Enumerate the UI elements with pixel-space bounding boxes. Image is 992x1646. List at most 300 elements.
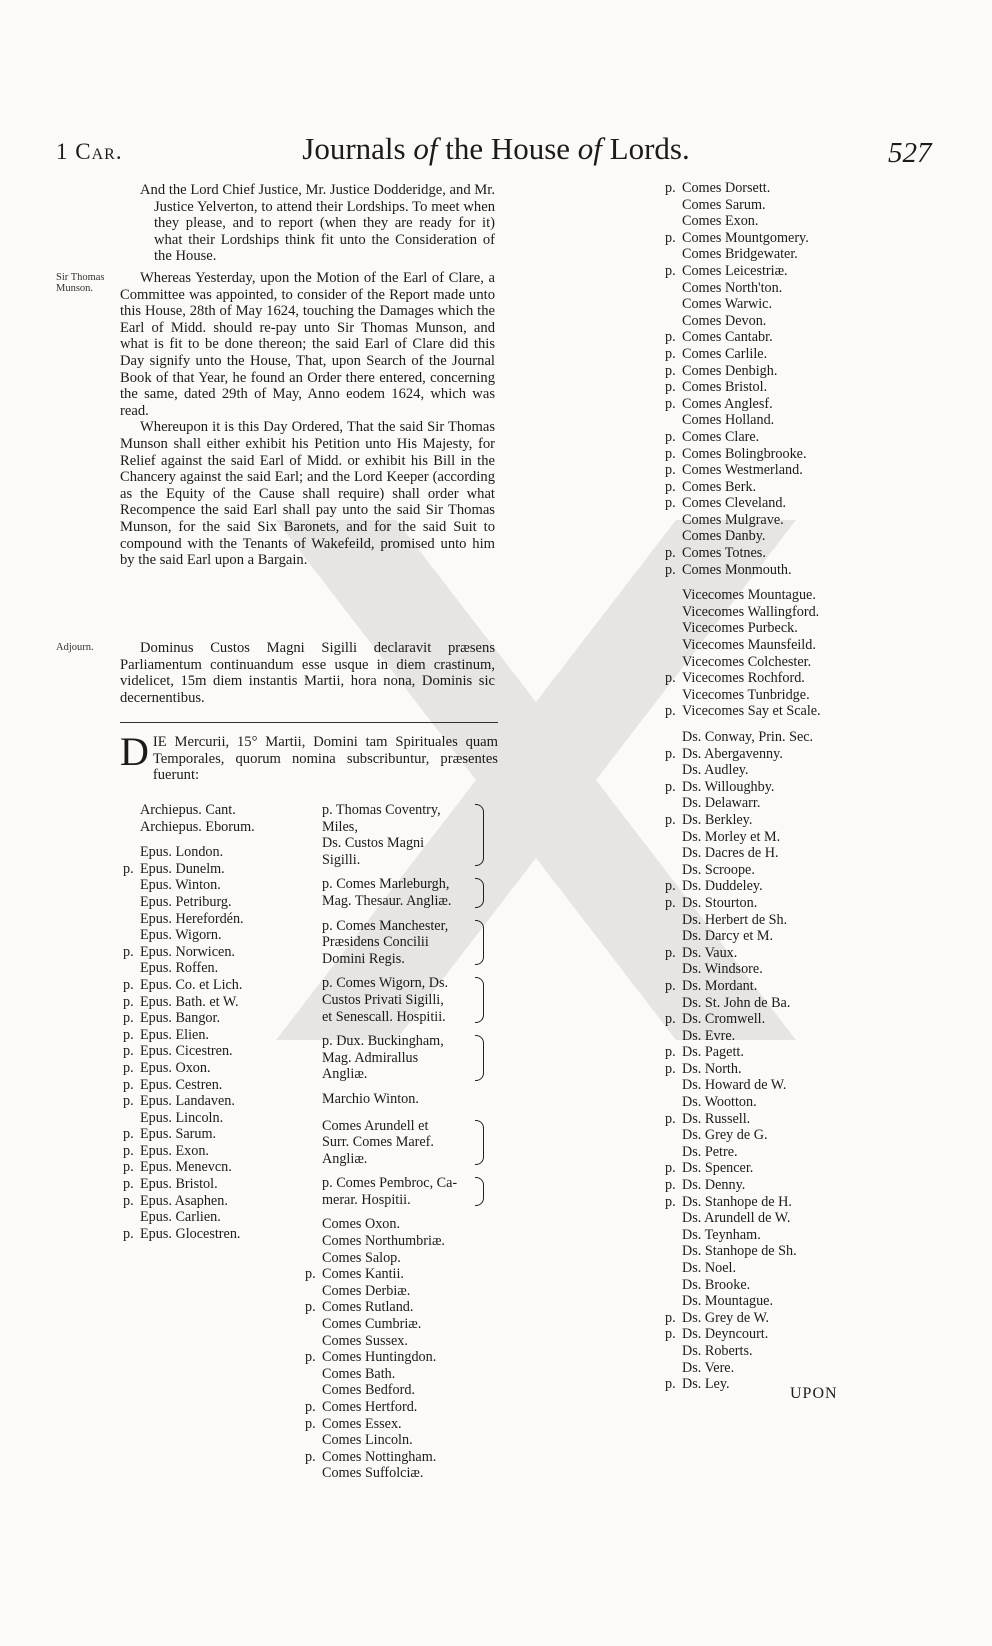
present-mark: p. bbox=[123, 976, 134, 993]
list-item bbox=[665, 229, 821, 247]
present-mark: p. bbox=[665, 1326, 676, 1343]
list-item bbox=[682, 1144, 821, 1161]
list-item bbox=[682, 1028, 821, 1045]
member-name: Comes Warwic. bbox=[682, 296, 773, 313]
member-name: Ds. Grey de W. bbox=[682, 1309, 770, 1326]
member-name: Comes Oxon. bbox=[322, 1216, 401, 1233]
member-name: Ds. Delawarr. bbox=[682, 795, 761, 812]
list-item bbox=[682, 1293, 821, 1310]
member-name: Comes Essex. bbox=[322, 1415, 402, 1432]
member-name: Epus. Cicestren. bbox=[140, 1043, 233, 1060]
officer-line: Surr. Comes Maref. bbox=[322, 1134, 434, 1151]
list-item bbox=[682, 313, 821, 330]
list-item bbox=[322, 1316, 470, 1333]
list-item bbox=[665, 445, 821, 463]
member-name: Comes Nottingham. bbox=[322, 1448, 437, 1465]
member-name: Comes Dorsett. bbox=[682, 180, 771, 196]
list-item bbox=[123, 1076, 255, 1094]
list-item bbox=[682, 512, 821, 529]
list-item bbox=[665, 703, 821, 720]
member-name: Ds. Teynham. bbox=[682, 1226, 761, 1243]
list-item bbox=[665, 561, 821, 579]
present-mark: p. bbox=[123, 1159, 134, 1176]
member-name: Ds. Howard de W. bbox=[682, 1077, 787, 1094]
member-name: Epus. Petriburg. bbox=[140, 893, 232, 910]
officer-line: Comes Arundell et bbox=[322, 1117, 429, 1134]
member-name: Comes North'ton. bbox=[682, 279, 783, 296]
list-item bbox=[682, 654, 821, 671]
list-item bbox=[682, 729, 821, 746]
brace-mark bbox=[475, 1120, 484, 1166]
officer-line: Mag. Thesaur. Angliæ. bbox=[322, 892, 452, 909]
present-mark: p. bbox=[665, 379, 676, 396]
margin-note-adjourn: Adjourn. bbox=[56, 642, 94, 653]
member-name: Epus. Exon. bbox=[140, 1142, 209, 1159]
member-name: Comes Lincoln. bbox=[322, 1432, 413, 1449]
member-name: Comes Hertford. bbox=[322, 1399, 418, 1415]
list-item bbox=[123, 1043, 255, 1060]
member-name: Ds. Grey de G. bbox=[682, 1127, 768, 1144]
list-item bbox=[140, 844, 255, 861]
member-name: Comes Cleveland. bbox=[682, 495, 787, 512]
list-item bbox=[682, 1277, 821, 1294]
present-mark: p. bbox=[665, 229, 676, 246]
list-item bbox=[140, 894, 255, 911]
title-part: the bbox=[437, 131, 491, 166]
officer-line: Angliæ. bbox=[322, 1150, 368, 1167]
member-name: Ds. Darcy et M. bbox=[682, 928, 774, 945]
member-name: Ds. Wootton. bbox=[682, 1094, 757, 1111]
running-header-left: 1 Car. bbox=[56, 139, 123, 164]
member-name: Comes Salop. bbox=[322, 1249, 401, 1266]
brace-mark bbox=[475, 920, 484, 966]
member-name: Comes Danby. bbox=[682, 528, 766, 545]
present-mark: p. bbox=[665, 1110, 676, 1127]
list-item bbox=[682, 961, 821, 978]
present-mark: p. bbox=[665, 345, 676, 362]
present-mark: p. bbox=[665, 977, 676, 994]
list-item bbox=[682, 1227, 821, 1244]
list-item bbox=[665, 428, 821, 446]
list-item bbox=[665, 329, 821, 346]
officer-line: Angliæ. bbox=[322, 1066, 368, 1083]
present-mark: p. bbox=[305, 1299, 316, 1316]
member-name: Epus. Herefordén. bbox=[140, 910, 244, 927]
member-name: Vicecomes Say et Scale. bbox=[682, 703, 821, 720]
member-name: Archiepus. Cant. bbox=[140, 802, 236, 818]
list-item bbox=[140, 911, 255, 928]
member-name: Comes Bath. bbox=[322, 1365, 396, 1382]
officer-line: p. Comes Marleburgh, bbox=[322, 876, 450, 893]
member-name: Epus. Lincoln. bbox=[140, 1109, 224, 1126]
present-mark: p. bbox=[123, 1225, 134, 1242]
list-item bbox=[123, 976, 255, 994]
member-name: Comes Cantabr. bbox=[682, 329, 773, 346]
member-name: Comes Anglesf. bbox=[682, 395, 773, 412]
member-name: Ds. Stanhope de Sh. bbox=[682, 1243, 797, 1260]
present-mark: p. bbox=[665, 1309, 676, 1326]
list-item bbox=[682, 912, 821, 929]
catchword: UPON bbox=[790, 1385, 838, 1402]
present-mark: p. bbox=[665, 1160, 676, 1177]
member-name: Ds. Petre. bbox=[682, 1143, 738, 1160]
present-mark: p. bbox=[665, 1193, 676, 1210]
attendance-list-spiritual bbox=[123, 802, 255, 1242]
list-item bbox=[682, 246, 821, 263]
list-item bbox=[682, 197, 821, 214]
list-item bbox=[140, 927, 255, 944]
present-mark: p. bbox=[305, 1415, 316, 1432]
officer-group bbox=[322, 802, 470, 868]
present-mark: p. bbox=[665, 362, 676, 379]
member-name: Comes Devon. bbox=[682, 312, 767, 329]
list-item bbox=[123, 1126, 255, 1143]
brace-mark bbox=[475, 977, 484, 1023]
member-name: Vicecomes Purbeck. bbox=[682, 620, 798, 637]
member-name: Epus. Asaphen. bbox=[140, 1192, 228, 1209]
member-name: Ds. Russell. bbox=[682, 1110, 751, 1127]
list-item bbox=[123, 1010, 255, 1027]
member-name: Ds. Deyncourt. bbox=[682, 1326, 769, 1343]
member-name: Epus. Dunelm. bbox=[140, 860, 225, 877]
list-item bbox=[682, 280, 821, 297]
present-mark: p. bbox=[665, 1044, 676, 1061]
list-item bbox=[322, 1333, 470, 1350]
brace-mark bbox=[475, 1177, 484, 1206]
member-name: Ds. Pagett. bbox=[682, 1044, 744, 1061]
officer-line: Custos Privati Sigilli, bbox=[322, 991, 444, 1008]
officer-group bbox=[322, 876, 470, 909]
margin-note-munson: Sir Thomas Munson. bbox=[56, 272, 105, 294]
officer-line: p. Comes Manchester, bbox=[322, 917, 449, 934]
member-name: Epus. Landaven. bbox=[140, 1093, 235, 1110]
present-mark: p. bbox=[665, 329, 676, 346]
list-item bbox=[123, 860, 255, 878]
present-mark: p. bbox=[123, 1093, 134, 1110]
officer-line: merar. Hospitii. bbox=[322, 1191, 411, 1208]
list-item bbox=[140, 819, 255, 836]
member-name: Ds. Ley. bbox=[682, 1376, 730, 1393]
member-name: Ds. Denny. bbox=[682, 1177, 746, 1194]
list-item bbox=[123, 1059, 255, 1077]
list-item bbox=[682, 762, 821, 779]
member-name: Vicecomes Wallingford. bbox=[682, 603, 820, 620]
list-item bbox=[682, 862, 821, 879]
officer-line: Sigilli. bbox=[322, 851, 361, 868]
present-mark: p. bbox=[305, 1448, 316, 1465]
title-part: of bbox=[413, 131, 438, 166]
member-name: Epus. Bangor. bbox=[140, 1010, 220, 1027]
list-item bbox=[140, 802, 255, 819]
present-mark: p. bbox=[123, 860, 134, 877]
list-gap bbox=[682, 578, 821, 587]
list-item bbox=[682, 845, 821, 862]
member-name: Comes Sarum. bbox=[682, 196, 766, 213]
title-part: House bbox=[490, 131, 578, 166]
list-item bbox=[682, 1077, 821, 1094]
list-item bbox=[665, 811, 821, 829]
member-name: Epus. Winton. bbox=[140, 877, 221, 894]
present-mark: p. bbox=[665, 180, 676, 196]
present-mark: p. bbox=[123, 1192, 134, 1209]
list-item bbox=[322, 1432, 470, 1449]
present-mark: p. bbox=[123, 943, 134, 960]
list-item bbox=[123, 943, 255, 961]
officer-line: Domini Regis. bbox=[322, 950, 405, 967]
list-item bbox=[665, 1044, 821, 1061]
member-name: Ds. Scroope. bbox=[682, 861, 755, 878]
paragraph: Dominus Custos Magni Sigilli declaravit præsens Parliamentum continuandum esse usque in diem crastinum, videlicet, 15m diem instantis Martii, hora nona, Dominis sic decernentibus. bbox=[120, 640, 495, 706]
text-block-committee bbox=[140, 182, 495, 265]
list-item bbox=[322, 1366, 470, 1383]
list-item bbox=[682, 928, 821, 945]
member-name: Ds. North. bbox=[682, 1060, 742, 1077]
list-item bbox=[665, 545, 821, 562]
list-item bbox=[665, 1110, 821, 1128]
list-item bbox=[682, 1243, 821, 1260]
member-name: Comes Mountgomery. bbox=[682, 229, 809, 246]
list-item bbox=[665, 894, 821, 912]
member-name: Comes Westmerland. bbox=[682, 462, 803, 479]
present-mark: p. bbox=[123, 1059, 134, 1076]
list-item bbox=[322, 1233, 470, 1250]
member-name: Comes Holland. bbox=[682, 412, 775, 429]
member-name: Ds. Brooke. bbox=[682, 1276, 751, 1293]
list-item bbox=[322, 1382, 470, 1399]
member-name: Vicecomes Mountague. bbox=[682, 587, 816, 604]
member-name: Ds. Duddeley. bbox=[682, 878, 763, 895]
list-item bbox=[305, 1349, 470, 1366]
present-mark: p. bbox=[123, 1043, 134, 1060]
list-item bbox=[123, 1093, 255, 1110]
member-name: Comes Exon. bbox=[682, 213, 759, 230]
list-item bbox=[682, 1094, 821, 1111]
list-item bbox=[665, 977, 821, 995]
member-name: Ds. Noel. bbox=[682, 1260, 736, 1276]
member-name: Epus. Oxon. bbox=[140, 1059, 211, 1076]
officer-line: et Senescall. Hospitii. bbox=[322, 1008, 446, 1025]
present-mark: p. bbox=[665, 944, 676, 961]
member-name: Ds. Mountague. bbox=[682, 1293, 774, 1310]
member-name: Ds. Roberts. bbox=[682, 1342, 753, 1359]
member-name: Comes Carlile. bbox=[682, 345, 768, 362]
member-name: Epus. Glocestren. bbox=[140, 1225, 241, 1242]
list-item bbox=[123, 1142, 255, 1160]
list-item bbox=[123, 1159, 255, 1176]
member-name: Epus. Sarum. bbox=[140, 1126, 217, 1143]
list-item bbox=[305, 1399, 470, 1416]
present-mark: p. bbox=[665, 811, 676, 828]
list-item bbox=[140, 1209, 255, 1226]
list-item bbox=[665, 944, 821, 962]
list-item bbox=[322, 1283, 470, 1300]
member-name: Ds. Windsore. bbox=[682, 961, 763, 978]
member-name: Epus. Cestren. bbox=[140, 1076, 223, 1093]
member-name: Epus. London. bbox=[140, 844, 224, 861]
list-item bbox=[682, 1343, 821, 1360]
brace-mark bbox=[475, 804, 484, 866]
present-mark: p. bbox=[123, 993, 134, 1010]
member-name: Epus. Wigorn. bbox=[140, 927, 222, 944]
member-name: Comes Bridgewater. bbox=[682, 246, 798, 263]
list-item bbox=[140, 877, 255, 894]
present-mark: p. bbox=[665, 561, 676, 578]
officer-line: Mag. Admirallus bbox=[322, 1049, 419, 1066]
list-item bbox=[665, 1011, 821, 1028]
member-name: Comes Bolingbrooke. bbox=[682, 445, 807, 462]
list-item bbox=[140, 960, 255, 977]
member-name: Archiepus. Eborum. bbox=[140, 818, 255, 835]
member-name: Ds. Spencer. bbox=[682, 1160, 754, 1177]
title-part: of bbox=[577, 131, 602, 166]
present-mark: p. bbox=[665, 1060, 676, 1077]
present-mark: p. bbox=[665, 670, 676, 687]
present-mark: p. bbox=[123, 1126, 134, 1143]
list-item bbox=[682, 296, 821, 313]
present-mark: p. bbox=[665, 1011, 676, 1028]
present-mark: p. bbox=[123, 1176, 134, 1193]
list-gap bbox=[140, 835, 255, 844]
present-mark: p. bbox=[665, 894, 676, 911]
list-item bbox=[665, 1060, 821, 1078]
list-item bbox=[123, 1192, 255, 1210]
list-item bbox=[682, 1127, 821, 1144]
member-name: Comes Leicestriæ. bbox=[682, 262, 788, 279]
present-mark: p. bbox=[665, 1177, 676, 1194]
officer-line: p. Comes Wigorn, Ds. bbox=[322, 975, 449, 992]
member-name: Ds. Willoughby. bbox=[682, 778, 775, 795]
title-part: Lords. bbox=[601, 131, 690, 166]
list-item bbox=[305, 1299, 470, 1316]
member-name: Ds. St. John de Ba. bbox=[682, 994, 791, 1011]
member-name: Comes Totnes. bbox=[682, 545, 766, 562]
present-mark: p. bbox=[665, 1376, 676, 1393]
brace-mark bbox=[475, 1035, 484, 1081]
member-name: Comes Rutland. bbox=[322, 1299, 414, 1316]
officer-line: Ds. Custos Magni bbox=[322, 835, 425, 852]
present-mark: p. bbox=[305, 1349, 316, 1366]
officer-group bbox=[322, 1175, 470, 1208]
list-item bbox=[665, 495, 821, 512]
member-name: Vicecomes Colchester. bbox=[682, 653, 812, 670]
paragraph: IE Mercurii, 15° Martii, Domini tam Spirituales quam Temporales, quorum nomina subscribuntur, præsentes fuerunt: bbox=[152, 734, 498, 784]
session-intro bbox=[120, 729, 498, 784]
list-item bbox=[665, 345, 821, 363]
list-item bbox=[682, 213, 821, 230]
present-mark: p. bbox=[305, 1266, 316, 1283]
list-gap bbox=[682, 720, 821, 729]
list-item bbox=[665, 478, 821, 496]
list-item bbox=[665, 1177, 821, 1194]
officer-line: p. Dux. Buckingham, bbox=[322, 1033, 444, 1050]
member-name: Ds. Audley. bbox=[682, 762, 749, 779]
list-item bbox=[682, 587, 821, 604]
present-mark: p. bbox=[123, 1026, 134, 1043]
member-name: Comes Northumbriæ. bbox=[322, 1233, 445, 1250]
present-mark: p. bbox=[665, 878, 676, 895]
list-item bbox=[123, 1225, 255, 1243]
running-header-title bbox=[0, 131, 992, 167]
officer-line: p. Comes Pembroc, Ca- bbox=[322, 1175, 458, 1192]
list-item bbox=[123, 1026, 255, 1044]
member-name: Ds. Cromwell. bbox=[682, 1011, 766, 1028]
member-name: Ds. Morley et M. bbox=[682, 828, 781, 845]
officer-line: Præsidens Concilii bbox=[322, 934, 429, 951]
member-name: Ds. Berkley. bbox=[682, 811, 753, 828]
list-item bbox=[322, 1465, 470, 1482]
list-item bbox=[682, 620, 821, 637]
member-name: Ds. Arundell de W. bbox=[682, 1210, 791, 1227]
list-item bbox=[682, 1260, 821, 1277]
list-item bbox=[665, 462, 821, 479]
member-name: Ds. Vaux. bbox=[682, 944, 738, 961]
member-name: Ds. Conway, Prin. Sec. bbox=[682, 729, 814, 745]
list-item bbox=[665, 362, 821, 380]
member-name: Ds. Mordant. bbox=[682, 977, 758, 994]
member-name: Epus. Co. et Lich. bbox=[140, 976, 243, 993]
member-name: Comes Kantii. bbox=[322, 1266, 404, 1283]
member-name: Vicecomes Maunsfeild. bbox=[682, 637, 816, 654]
member-name: Epus. Roffen. bbox=[140, 960, 219, 977]
list-item bbox=[682, 995, 821, 1012]
attendance-list-temporal bbox=[665, 180, 821, 1393]
list-item bbox=[682, 604, 821, 621]
member-name: Epus. Elien. bbox=[140, 1026, 209, 1043]
present-mark: p. bbox=[123, 1076, 134, 1093]
present-mark: p. bbox=[665, 495, 676, 512]
member-name: Comes Derbiæ. bbox=[322, 1282, 411, 1299]
attendance-list-officers bbox=[305, 802, 470, 1482]
list-item bbox=[665, 1326, 821, 1343]
page-number: 527 bbox=[888, 137, 932, 169]
list-item bbox=[665, 1193, 821, 1211]
member-name: Epus. Norwicen. bbox=[140, 943, 235, 960]
member-name: Comes Huntingdon. bbox=[322, 1349, 437, 1366]
list-item bbox=[305, 1415, 470, 1433]
list-item bbox=[123, 1176, 255, 1193]
officer-group bbox=[322, 1118, 470, 1168]
member-name: Ds. Abergavenny. bbox=[682, 745, 783, 762]
paragraph: And the Lord Chief Justice, Mr. Justice Dodderidge, and Mr. Justice Yelverton, to attend their Lordships. To meet when they please, and to report (when they are ready for it) what their Lordships think fit unto the Consideration of the House. bbox=[140, 182, 495, 265]
text-block-munson bbox=[120, 270, 495, 569]
present-mark: p. bbox=[665, 478, 676, 495]
present-mark: p. bbox=[123, 1142, 134, 1159]
member-name: Comes Bristol. bbox=[682, 379, 768, 396]
present-mark: p. bbox=[665, 745, 676, 762]
drop-capital: D bbox=[120, 729, 149, 774]
text-block-adjourn bbox=[120, 640, 495, 706]
member-name: Ds. Vere. bbox=[682, 1359, 735, 1376]
member-name: Ds. Herbert de Sh. bbox=[682, 911, 788, 928]
member-name: Epus. Bath. et W. bbox=[140, 993, 239, 1010]
member-name: Vicecomes Rochford. bbox=[682, 670, 805, 687]
list-item bbox=[665, 778, 821, 796]
present-mark: p. bbox=[665, 703, 676, 720]
officer-line: Marchio Winton. bbox=[322, 1090, 419, 1107]
member-name: Comes Denbigh. bbox=[682, 362, 778, 379]
list-item bbox=[305, 1266, 470, 1283]
present-mark: p. bbox=[305, 1399, 316, 1415]
member-name: Epus. Menevcn. bbox=[140, 1159, 232, 1176]
list-item bbox=[665, 670, 821, 687]
member-name: Epus. Carlien. bbox=[140, 1209, 221, 1226]
list-item bbox=[682, 1210, 821, 1227]
brace-mark bbox=[475, 878, 484, 907]
list-item bbox=[665, 745, 821, 763]
member-name: Ds. Stanhope de H. bbox=[682, 1193, 792, 1210]
paragraph: Whereupon it is this Day Ordered, That the said Sir Thomas Munson shall either exhibit his Petition unto His Majesty, for Relief against the said Earl of Midd. or exhibit his Bill in the Chancery against the said Earl; and the Lord Keeper (according as the Equity of the Cause shall require) shall order what Recompence the said Earl shall pay unto the said Sir Thomas Munson, for the said Six Baronets, and for the said Suit to compound with the Tenants of Wakefeild, promised unto him by the said Earl upon a Bargain. bbox=[120, 419, 495, 569]
member-name: Comes Cumbriæ. bbox=[322, 1316, 422, 1333]
